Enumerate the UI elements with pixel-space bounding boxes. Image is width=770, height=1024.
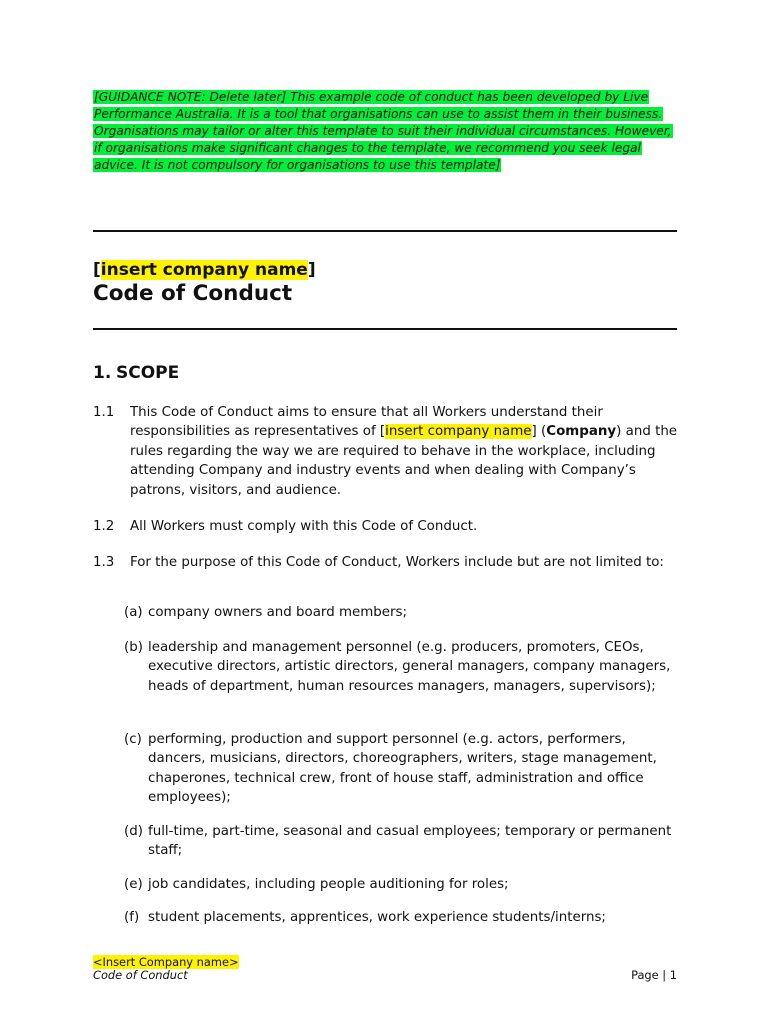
list-item <box>124 908 684 927</box>
section-heading-scope <box>93 362 179 384</box>
list-item <box>124 603 684 622</box>
bracket-open: [ <box>93 260 101 280</box>
guidance-note-text: [GUIDANCE NOTE: Delete later] This example code of conduct has been developed by Live Performance Australia. It is a tool that organisations can use to assist them in their business. Organisations may tailor or alter this template to suit their individual circumstances. However, if organisations make significant changes to the template, we recommend you seek legal advice. It is not compulsory for organisations to use this template] <box>94 90 672 172</box>
section-number: 1. <box>93 363 112 383</box>
company-defined-term: Company <box>546 424 617 440</box>
bracket-close: ] <box>307 260 316 280</box>
list-item-text: company owners and board members; <box>148 605 408 620</box>
document-title: Code of Conduct <box>93 281 293 306</box>
footer-page-number: Page | 1 <box>631 968 677 982</box>
list-item-text: student placements, apprentices, work experience students/interns; <box>148 910 606 925</box>
list-item <box>124 875 684 894</box>
company-name-placeholder: insert company name <box>100 260 308 280</box>
section-title: SCOPE <box>116 363 180 383</box>
paragraph-1-1 <box>93 403 683 500</box>
list-item <box>124 730 684 808</box>
list-item-label: (b) <box>124 640 143 655</box>
paragraph-text: All Workers must comply with this Code of Conduct. <box>130 519 478 534</box>
paragraph-text: For the purpose of this Code of Conduct, Workers include but are not limited to: <box>130 555 664 570</box>
list-item-text: full-time, part-time, seasonal and casual employees; temporary or permanent staff; <box>148 824 672 859</box>
footer-document-name: Code of Conduct <box>93 968 188 982</box>
title-rule-bottom <box>93 328 677 330</box>
company-name-line <box>93 259 316 281</box>
list-item <box>124 638 684 696</box>
paragraph-1-3 <box>93 553 683 572</box>
paragraph-text <box>130 403 683 500</box>
list-item-label: (d) <box>124 824 143 839</box>
list-item <box>124 822 684 861</box>
list-item-label: (f) <box>124 910 140 925</box>
paragraph-number: 1.3 <box>93 555 115 570</box>
list-item-label: (a) <box>124 605 143 620</box>
paragraph-number: 1.2 <box>93 519 115 534</box>
list-item-label: (c) <box>124 732 142 747</box>
company-name-placeholder-inline: insert company name <box>385 424 532 440</box>
list-item-label: (e) <box>124 877 143 892</box>
paragraph-text-part: This Code of Conduct aims to ensure that all Workers understand their responsibilities as representatives of [ <box>130 405 603 440</box>
list-item-text: leadership and management personnel (e.g. producers, promoters, CEOs, executive directors, artistic directors, general managers, company managers, heads of department, human resources managers, managers, supervisors); <box>148 640 671 694</box>
title-rule-top <box>93 230 677 232</box>
list-item-text: performing, production and support personnel (e.g. actors, performers, dancers, musicians, directors, choreographers, writers, stage management, chaperones, technical crew, front of house staff, administration and office employees); <box>148 732 657 806</box>
paragraph-text-part: ) and the rules regarding the way we are required to behave in the workplace, including attending Company and industry events and when dealing with Company’s patrons, visitors, and audience. <box>130 424 678 498</box>
paragraph-number: 1.1 <box>93 405 115 420</box>
paragraph-1-2 <box>93 517 683 536</box>
guidance-note <box>93 89 678 174</box>
list-item-text: job candidates, including people auditioning for roles; <box>148 877 509 892</box>
paragraph-text-part: ] ( <box>531 424 547 440</box>
footer-company-placeholder: <Insert Company name> <box>93 955 239 969</box>
